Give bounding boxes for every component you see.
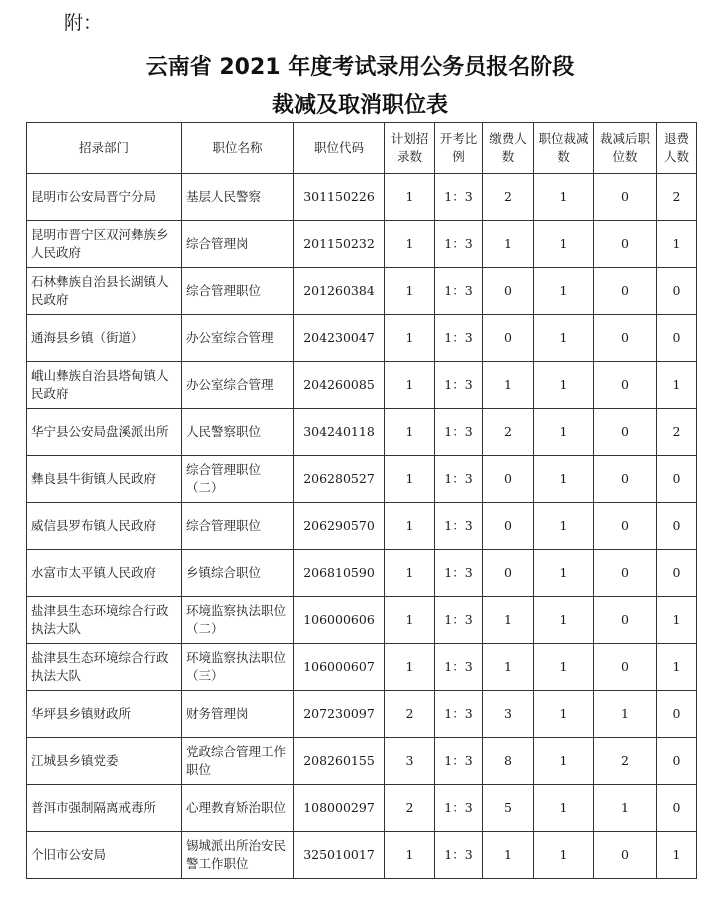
cell-position-name: 环境监察执法职位（三） — [182, 644, 294, 691]
cell-position-code: 106000606 — [294, 597, 385, 644]
cell-department: 水富市太平镇人民政府 — [27, 550, 182, 597]
cell-refund-count: 2 — [657, 409, 697, 456]
cell-remaining: 0 — [594, 315, 657, 362]
cell-exam-ratio: 1：3 — [435, 221, 483, 268]
table-row — [27, 550, 697, 597]
cell-position-name: 办公室综合管理 — [182, 315, 294, 362]
col-header-cut-count: 职位裁减数 — [534, 123, 594, 174]
cell-position-name: 财务管理岗 — [182, 691, 294, 738]
cell-exam-ratio: 1：3 — [435, 550, 483, 597]
cell-department: 彝良县牛街镇人民政府 — [27, 456, 182, 503]
cell-position-code: 108000297 — [294, 785, 385, 832]
cell-position-code: 204260085 — [294, 362, 385, 409]
cell-cut-count: 1 — [534, 503, 594, 550]
table-row — [27, 268, 697, 315]
cell-exam-ratio: 1：3 — [435, 268, 483, 315]
table-row — [27, 832, 697, 879]
cell-position-code: 206280527 — [294, 456, 385, 503]
cell-paid-count: 1 — [483, 644, 534, 691]
table-row — [27, 785, 697, 832]
cell-position-code: 207230097 — [294, 691, 385, 738]
cell-planned: 1 — [385, 597, 435, 644]
cell-position-name: 综合管理岗 — [182, 221, 294, 268]
cell-paid-count: 1 — [483, 221, 534, 268]
cell-cut-count: 1 — [534, 315, 594, 362]
cell-department: 华坪县乡镇财政所 — [27, 691, 182, 738]
table-row — [27, 409, 697, 456]
cell-position-name: 综合管理职位（二） — [182, 456, 294, 503]
cell-remaining: 1 — [594, 691, 657, 738]
cell-refund-count: 0 — [657, 738, 697, 785]
cell-remaining: 0 — [594, 550, 657, 597]
cell-position-name: 党政综合管理工作职位 — [182, 738, 294, 785]
cell-refund-count: 1 — [657, 362, 697, 409]
cell-planned: 1 — [385, 456, 435, 503]
table-header — [27, 123, 697, 174]
cell-exam-ratio: 1：3 — [435, 785, 483, 832]
table-row — [27, 362, 697, 409]
cell-department: 盐津县生态环境综合行政执法大队 — [27, 644, 182, 691]
cell-department: 峨山彝族自治县塔甸镇人民政府 — [27, 362, 182, 409]
col-header-paid-count: 缴费人数 — [483, 123, 534, 174]
cell-remaining: 0 — [594, 456, 657, 503]
cell-paid-count: 2 — [483, 174, 534, 221]
cell-cut-count: 1 — [534, 268, 594, 315]
cell-remaining: 0 — [594, 174, 657, 221]
cell-paid-count: 1 — [483, 597, 534, 644]
cell-cut-count: 1 — [534, 597, 594, 644]
cell-refund-count: 1 — [657, 644, 697, 691]
cell-refund-count: 0 — [657, 503, 697, 550]
cell-exam-ratio: 1：3 — [435, 832, 483, 879]
cell-remaining: 2 — [594, 738, 657, 785]
cell-position-name: 人民警察职位 — [182, 409, 294, 456]
cell-planned: 1 — [385, 362, 435, 409]
cell-position-name: 乡镇综合职位 — [182, 550, 294, 597]
cell-planned: 1 — [385, 315, 435, 362]
cell-planned: 1 — [385, 409, 435, 456]
cell-remaining: 0 — [594, 268, 657, 315]
cell-position-code: 301150226 — [294, 174, 385, 221]
cell-position-code: 201260384 — [294, 268, 385, 315]
cell-planned: 2 — [385, 691, 435, 738]
cell-cut-count: 1 — [534, 738, 594, 785]
cell-position-code: 204230047 — [294, 315, 385, 362]
table-row — [27, 691, 697, 738]
cell-exam-ratio: 1：3 — [435, 691, 483, 738]
col-header-department: 招录部门 — [27, 123, 182, 174]
cell-planned: 1 — [385, 550, 435, 597]
cell-position-code: 206810590 — [294, 550, 385, 597]
cell-position-code: 106000607 — [294, 644, 385, 691]
cell-refund-count: 0 — [657, 456, 697, 503]
cell-position-name: 环境监察执法职位（二） — [182, 597, 294, 644]
cell-paid-count: 0 — [483, 268, 534, 315]
page-title-line-1: 云南省 2021 年度考试录用公务员报名阶段 — [145, 55, 575, 80]
cell-planned: 1 — [385, 268, 435, 315]
cell-remaining: 0 — [594, 644, 657, 691]
cell-remaining: 0 — [594, 832, 657, 879]
col-header-position-code: 职位代码 — [294, 123, 385, 174]
cell-refund-count: 0 — [657, 268, 697, 315]
cell-exam-ratio: 1：3 — [435, 597, 483, 644]
cell-planned: 1 — [385, 503, 435, 550]
table-body — [27, 174, 697, 879]
cell-refund-count: 0 — [657, 785, 697, 832]
cell-position-code: 325010017 — [294, 832, 385, 879]
cell-refund-count: 1 — [657, 832, 697, 879]
position-table — [26, 122, 697, 879]
cell-exam-ratio: 1：3 — [435, 738, 483, 785]
cell-paid-count: 0 — [483, 503, 534, 550]
table-row — [27, 738, 697, 785]
cell-remaining: 0 — [594, 503, 657, 550]
cell-remaining: 0 — [594, 221, 657, 268]
cell-department: 江城县乡镇党委 — [27, 738, 182, 785]
cell-planned: 1 — [385, 174, 435, 221]
cell-position-name: 办公室综合管理 — [182, 362, 294, 409]
table-row — [27, 221, 697, 268]
cell-paid-count: 1 — [483, 362, 534, 409]
cell-exam-ratio: 1：3 — [435, 503, 483, 550]
cell-refund-count: 0 — [657, 550, 697, 597]
cell-position-code: 304240118 — [294, 409, 385, 456]
cell-department: 威信县罗布镇人民政府 — [27, 503, 182, 550]
cell-refund-count: 2 — [657, 174, 697, 221]
cell-cut-count: 1 — [534, 691, 594, 738]
table-row — [27, 503, 697, 550]
cell-planned: 2 — [385, 785, 435, 832]
cell-position-name: 综合管理职位 — [182, 268, 294, 315]
col-header-position-name: 职位名称 — [182, 123, 294, 174]
cell-planned: 1 — [385, 832, 435, 879]
table-row — [27, 456, 697, 503]
cell-cut-count: 1 — [534, 644, 594, 691]
cell-planned: 1 — [385, 644, 435, 691]
cell-exam-ratio: 1：3 — [435, 174, 483, 221]
cell-paid-count: 0 — [483, 456, 534, 503]
cell-department: 华宁县公安局盘溪派出所 — [27, 409, 182, 456]
cell-planned: 3 — [385, 738, 435, 785]
cell-refund-count: 1 — [657, 221, 697, 268]
table-row — [27, 315, 697, 362]
cell-refund-count: 0 — [657, 691, 697, 738]
cell-remaining: 0 — [594, 362, 657, 409]
cell-paid-count: 8 — [483, 738, 534, 785]
cell-position-name: 基层人民警察 — [182, 174, 294, 221]
cell-position-code: 206290570 — [294, 503, 385, 550]
cell-cut-count: 1 — [534, 832, 594, 879]
cell-exam-ratio: 1：3 — [435, 456, 483, 503]
cell-exam-ratio: 1：3 — [435, 644, 483, 691]
cell-position-name: 综合管理职位 — [182, 503, 294, 550]
cell-paid-count: 1 — [483, 832, 534, 879]
table-row — [27, 174, 697, 221]
cell-cut-count: 1 — [534, 174, 594, 221]
cell-position-code: 208260155 — [294, 738, 385, 785]
cell-paid-count: 2 — [483, 409, 534, 456]
cell-paid-count: 3 — [483, 691, 534, 738]
cell-cut-count: 1 — [534, 221, 594, 268]
cell-cut-count: 1 — [534, 362, 594, 409]
cell-department: 昆明市公安局晋宁分局 — [27, 174, 182, 221]
cell-remaining: 1 — [594, 785, 657, 832]
cell-department: 昆明市晋宁区双河彝族乡人民政府 — [27, 221, 182, 268]
header-row — [27, 123, 697, 174]
col-header-refund-count: 退费人数 — [657, 123, 697, 174]
cell-remaining: 0 — [594, 409, 657, 456]
cell-planned: 1 — [385, 221, 435, 268]
cell-cut-count: 1 — [534, 409, 594, 456]
cell-cut-count: 1 — [534, 456, 594, 503]
cell-paid-count: 0 — [483, 315, 534, 362]
cell-exam-ratio: 1：3 — [435, 315, 483, 362]
cell-paid-count: 5 — [483, 785, 534, 832]
cell-refund-count: 0 — [657, 315, 697, 362]
cell-department: 个旧市公安局 — [27, 832, 182, 879]
cell-exam-ratio: 1：3 — [435, 362, 483, 409]
cell-position-name: 锡城派出所治安民警工作职位 — [182, 832, 294, 879]
table-row — [27, 644, 697, 691]
col-header-exam-ratio: 开考比例 — [435, 123, 483, 174]
table-row — [27, 597, 697, 644]
page-title-line-2: 裁减及取消职位表 — [271, 93, 448, 118]
cell-remaining: 0 — [594, 597, 657, 644]
cell-refund-count: 1 — [657, 597, 697, 644]
cell-cut-count: 1 — [534, 550, 594, 597]
attachment-label: 附： — [64, 12, 103, 34]
cell-department: 普洱市强制隔离戒毒所 — [27, 785, 182, 832]
cell-position-name: 心理教育矫治职位 — [182, 785, 294, 832]
cell-position-code: 201150232 — [294, 221, 385, 268]
cell-cut-count: 1 — [534, 785, 594, 832]
cell-department: 通海县乡镇（街道） — [27, 315, 182, 362]
cell-department: 石林彝族自治县长湖镇人民政府 — [27, 268, 182, 315]
col-header-remaining: 裁减后职位数 — [594, 123, 657, 174]
col-header-planned: 计划招录数 — [385, 123, 435, 174]
cell-paid-count: 0 — [483, 550, 534, 597]
cell-department: 盐津县生态环境综合行政执法大队 — [27, 597, 182, 644]
cell-exam-ratio: 1：3 — [435, 409, 483, 456]
